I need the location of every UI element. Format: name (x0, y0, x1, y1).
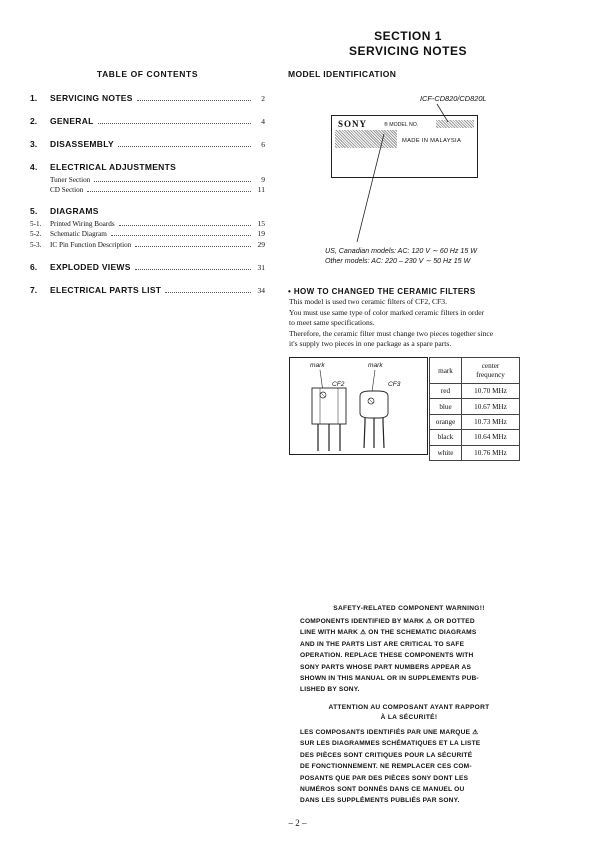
mark-cell: orange (430, 414, 462, 429)
toc-entry-number: 7. (30, 285, 38, 295)
table-row (430, 399, 520, 414)
text-line: SUR LES DIAGRAMMES SCHÉMATIQUES ET LA LISTE (300, 740, 481, 748)
toc-entry-number: 1. (30, 93, 38, 103)
frequency-cell: 10.67 MHz (462, 399, 520, 414)
made-in-label: MADE IN MALAYSIA (402, 138, 462, 144)
toc-subentry-number: 5-1. (30, 220, 42, 228)
text-line: to meet same specifications. (289, 318, 375, 327)
toc-subentry-page: 15 (257, 219, 265, 228)
toc-group-label: ELECTRICAL ADJUSTMENTS (50, 162, 177, 172)
safety-warning-fr-subtitle: À LA SÉCURITÉ! (380, 714, 438, 721)
text-line: AND IN THE PARTS LIST ARE CRITICAL TO SAFE (300, 640, 465, 648)
page-number: – 2 – (288, 818, 307, 828)
cf3-lead (364, 422, 365, 448)
toc-group-heading (30, 162, 176, 172)
frequency-cell: 10.64 MHz (462, 430, 520, 445)
toc-subentry[interactable] (30, 240, 265, 250)
toc-entry[interactable] (30, 139, 265, 151)
toc-subentry-page: 29 (257, 240, 265, 249)
mark-label-2: mark (368, 362, 383, 369)
cf3-label: CF3 (388, 381, 401, 388)
power-rating-us: US, Canadian models: AC: 120 V ∼ 60 Hz 15 W (325, 247, 477, 255)
toc-entry[interactable] (30, 93, 265, 105)
leader-dots (118, 140, 251, 147)
frequency-cell: 10.73 MHz (462, 414, 520, 429)
toc-entry-page: 2 (261, 94, 265, 103)
leader-dots (119, 220, 251, 226)
leader-dots (87, 186, 251, 192)
toc-subentry-number: 5-2. (30, 230, 42, 238)
toc-title: TABLE OF CONTENTS (96, 69, 199, 79)
ceramic-filters-heading: • HOW TO CHANGED THE CERAMIC FILTERS (288, 287, 476, 296)
ceramic-filter-table (429, 357, 520, 461)
mark-label-1: mark (310, 362, 325, 369)
cf3-body (360, 391, 388, 418)
toc-group-heading (30, 206, 99, 216)
toc-entry-label: EXPLODED VIEWS (50, 262, 131, 272)
leader-dots (98, 117, 251, 124)
ceramic-filter-drawing (290, 358, 429, 456)
ceramic-filters-text (289, 297, 529, 350)
model-no-label: ® MODEL NO. (384, 122, 419, 128)
toc-subentry[interactable] (30, 219, 265, 229)
toc-entry[interactable] (30, 262, 265, 274)
toc-entry-number: 2. (30, 116, 38, 126)
leader-dots (135, 263, 251, 270)
power-rating-leader (357, 134, 384, 242)
toc-entry[interactable] (30, 285, 265, 297)
text-line: This model is used two ceramic filters of CF2, CF3. (289, 297, 447, 306)
toc-entry[interactable] (30, 116, 265, 128)
leader-dots (165, 286, 251, 293)
toc-entry-label: DISASSEMBLY (50, 139, 114, 149)
toc-subentry[interactable] (30, 229, 265, 239)
table-row (430, 430, 520, 445)
toc-subentry-label: Tuner Section (50, 176, 91, 184)
model-id-heading: MODEL IDENTIFICATION (288, 69, 397, 79)
safety-warning-title: SAFETY-RELATED COMPONENT WARNING!! (333, 605, 485, 612)
leader-dots (135, 241, 251, 247)
leader-dots (137, 94, 251, 101)
toc-entry-label: SERVICING NOTES (50, 93, 133, 103)
text-line: DANS LES SUPPLÉMENTS PUBLIÉS PAR SONY. (300, 797, 460, 805)
toc-subentry[interactable] (30, 185, 265, 195)
model-name: ICF-CD820/CD820L (420, 94, 487, 103)
text-line: SHOWN IN THIS MANUAL OR IN SUPPLEMENTS PUB- (300, 675, 479, 683)
column-header-mark: mark (430, 358, 462, 384)
text-line: LINE WITH MARK ⚠ ON THE SCHEMATIC DIAGRAMS (300, 629, 477, 637)
leader-dots (111, 230, 251, 236)
text-line: Therefore, the ceramic filter must change two pieces together since (289, 328, 494, 338)
safety-warning-fr-text (300, 727, 518, 807)
leader-dots (94, 176, 251, 182)
text-line: SONY PARTS WHOSE PART NUMBERS APPEAR AS (300, 663, 472, 671)
mark-cell: white (430, 445, 462, 460)
toc-entry-number: 3. (30, 139, 38, 149)
text-line: COMPONENTS IDENTIFIED BY MARK ⚠ OR DOTTED (300, 618, 475, 625)
section-number: SECTION 1 (374, 29, 442, 43)
text-line: You must use same type of color marked ceramic filters in order (289, 307, 485, 317)
section-title: SERVICING NOTES (349, 44, 467, 58)
model-name-leader (437, 104, 448, 122)
toc-group-label: DIAGRAMS (50, 206, 99, 216)
safety-warning-text (300, 616, 518, 696)
cf2-body (312, 388, 346, 424)
toc-entry-page: 6 (261, 140, 265, 149)
toc-subentry[interactable] (30, 175, 265, 185)
toc-entry-label: GENERAL (50, 116, 94, 126)
mark-cell: red (430, 384, 462, 399)
safety-warning-fr-title: ATTENTION AU COMPOSANT AYANT RAPPORT (328, 704, 490, 711)
text-line: NUMÉROS SONT DONNÉS DANS CE MANUEL OU (300, 786, 465, 794)
text-line: OPERATION. REPLACE THESE COMPONENTS WITH (300, 652, 474, 660)
table-row (430, 414, 520, 429)
toc-subentry-label: Schematic Diagram (50, 230, 107, 238)
toc-entry-page: 4 (261, 117, 265, 126)
toc-entry-label: ELECTRICAL PARTS LIST (50, 285, 162, 295)
table-header-row (430, 358, 520, 384)
power-rating-other: Other models: AC: 220 – 230 V ∼ 50 Hz 15 W (325, 257, 471, 265)
toc-subentry-page: 11 (257, 185, 265, 194)
column-header-frequency: center frequency (462, 358, 520, 384)
mark-cell: blue (430, 399, 462, 414)
ceramic-filter-figure (289, 357, 428, 455)
model-id-leader-lines (320, 90, 520, 255)
toc-subentry-number: 5-3. (30, 241, 42, 249)
toc-subentry-label: Printed Wiring Boards (50, 220, 115, 228)
text-line: LES COMPOSANTS IDENTIFIÉS PAR UNE MARQUE ⚠ (300, 729, 479, 736)
toc-subentry-page: 9 (261, 175, 265, 184)
toc-subentry-label: CD Section (50, 186, 84, 194)
table-row (430, 384, 520, 399)
text-line: DE FONCTIONNEMENT. NE REMPLACER CES COM- (300, 763, 472, 771)
text-line: DES PIÈCES SONT CRITIQUES POUR LA SÉCURITÉ (300, 751, 473, 759)
toc-subentry-label: IC Pin Function Description (50, 241, 132, 249)
frequency-cell: 10.76 MHz (462, 445, 520, 460)
toc-subentry-page: 19 (257, 229, 265, 238)
toc-entry-number: 6. (30, 262, 38, 272)
frequency-cell: 10.70 MHz (462, 384, 520, 399)
cf3-lead (383, 422, 384, 448)
cf2-label: CF2 (332, 381, 345, 388)
mark-cell: black (430, 430, 462, 445)
toc-group-number: 4. (30, 162, 38, 172)
table-row (430, 445, 520, 460)
toc-entry-page: 34 (257, 286, 265, 295)
text-line: POSANTS QUE PAR DES PIÈCES SONY DONT LES (300, 774, 469, 782)
sony-logo: SONY (338, 119, 368, 129)
text-line: it's supply two pieces in one package as a spare parts. (289, 339, 452, 348)
text-line: LISHED BY SONY. (300, 686, 360, 694)
toc-entry-page: 31 (257, 263, 265, 272)
toc-group-number: 5. (30, 206, 38, 216)
